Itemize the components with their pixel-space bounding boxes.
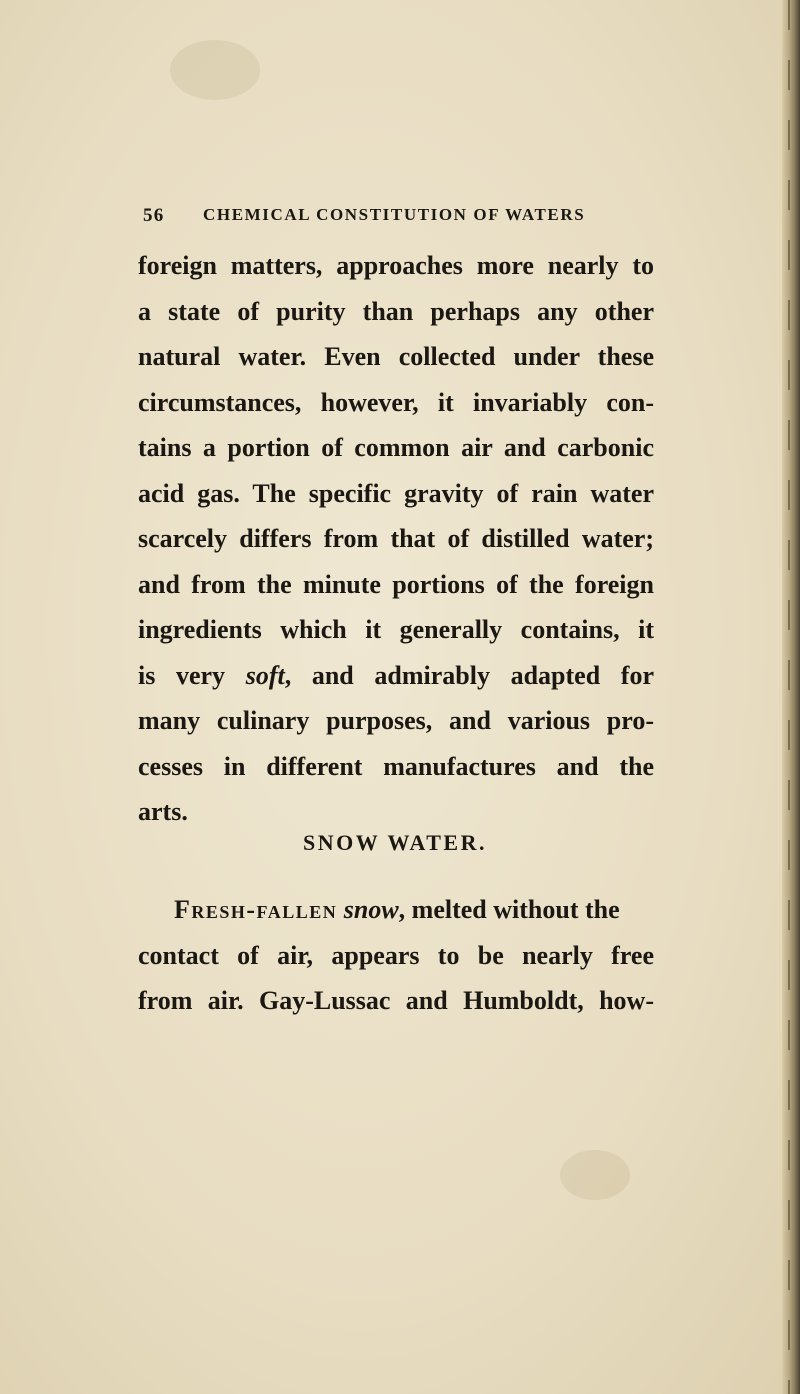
text-line: arts. xyxy=(138,797,188,826)
text-run: is very xyxy=(138,660,246,690)
text-line: natural water. Even collected under these xyxy=(138,342,654,371)
text-line xyxy=(138,653,654,699)
text-line: cesses in different manufactures and the xyxy=(138,751,654,781)
text-line: acid gas. The specific gravity of rain water xyxy=(138,478,654,508)
text-line: ingredients which it generally contains, it xyxy=(138,615,654,644)
running-head: CHEMICAL CONSTITUTION OF WATERS xyxy=(203,205,586,224)
paragraph-snow-water xyxy=(138,887,658,1024)
text-line: foreign matters, approaches more nearly to xyxy=(138,251,654,280)
text-line: contact of air, appears to be nearly free xyxy=(138,940,654,970)
text-line: tains a portion of common air and carbonic xyxy=(138,433,654,462)
page-edge-shadow xyxy=(782,0,800,1394)
text-line: a state of purity than perhaps any other xyxy=(138,296,654,326)
italic-word-snow: snow xyxy=(343,895,399,924)
text-run: , melted without the xyxy=(398,895,620,924)
italic-word-soft: soft xyxy=(245,660,285,690)
text-line xyxy=(138,887,654,933)
text-line: many culinary purposes, and various pro- xyxy=(138,706,654,735)
smallcaps-lead: Fresh-fallen xyxy=(174,895,338,924)
section-heading-text: SNOW WATER. xyxy=(303,830,487,855)
text-line: and from the minute portions of the foreign xyxy=(138,569,654,599)
text-line: from air. Gay-Lussac and Humboldt, how- xyxy=(138,986,654,1015)
section-heading xyxy=(0,830,800,856)
page-header xyxy=(143,205,623,233)
text-line: circumstances, however, it invariably con- xyxy=(138,387,654,417)
paper-stain xyxy=(560,1150,630,1200)
page-number: 56 xyxy=(143,205,165,226)
paper-stain xyxy=(170,40,260,100)
text-run: , and admirably adapted for xyxy=(284,660,655,690)
paragraph-rain-water xyxy=(138,243,658,835)
text-line: scarcely differs from that of distilled water; xyxy=(138,524,654,553)
